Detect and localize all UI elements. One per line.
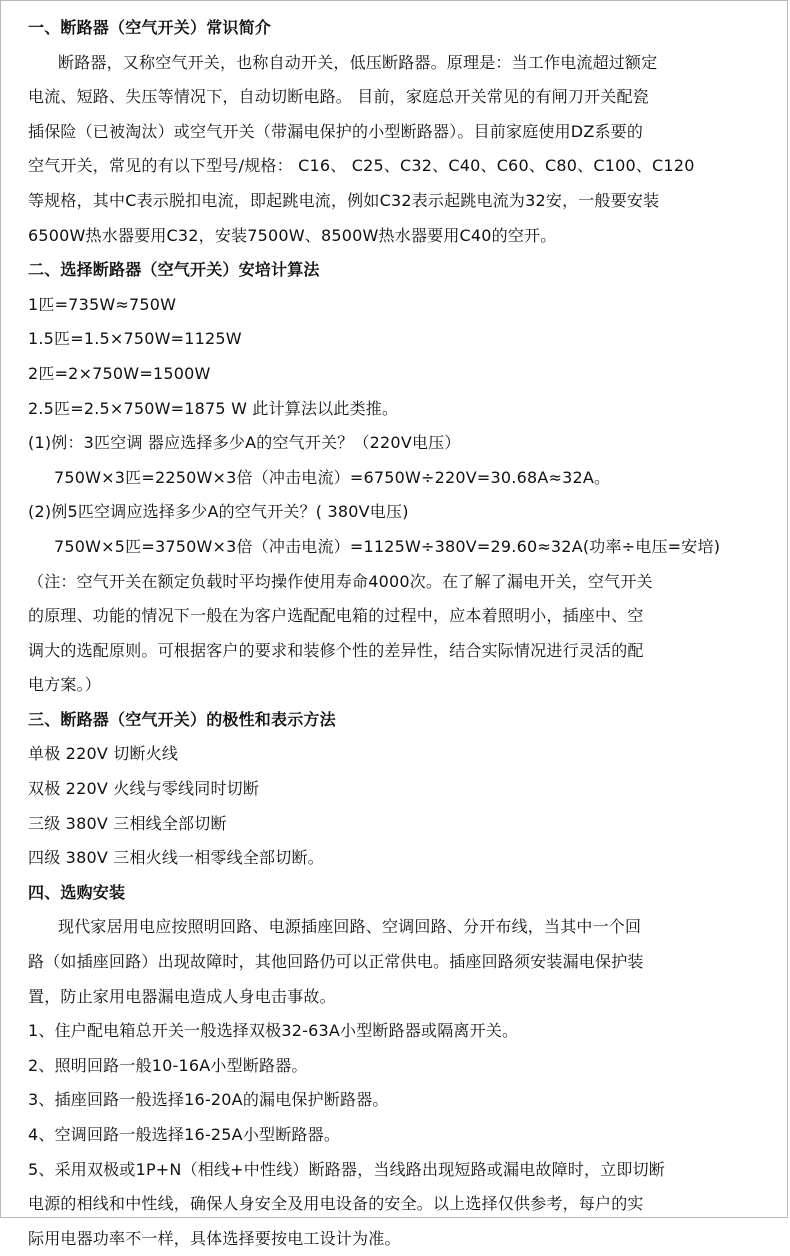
paragraph-line: 置，防止家用电器漏电造成人身电击事故。 <box>28 986 336 1006</box>
list-item: 5、采用双极或1P+N（相线+中性线）断路器，当线路出现短路或漏电故障时，立即切断 <box>28 1159 665 1179</box>
paragraph-line: 际用电器功率不一样，具体选择要按电工设计为准。 <box>28 1228 401 1248</box>
paragraph-line: 插保险（已被淘汰）或空气开关（带漏电保护的小型断路器）。目前家庭使用DZ系要的 <box>28 121 644 141</box>
list-item: 单极 220V 切断火线 <box>28 744 179 764</box>
note-line: （注：空气开关在额定负载时平均操作使用寿命4000次。在了解了漏电开关，空气开关 <box>28 571 653 591</box>
example-line: (2)例5匹空调应选择多少A的空气开关？( 380V电压) <box>28 502 409 522</box>
example-calculation: 750W×3匹=2250W×3倍（冲击电流）=6750W÷220V=30.68A≈32A。 <box>54 467 611 487</box>
section-heading: 三、断路器（空气开关）的极性和表示方法 <box>28 709 336 729</box>
paragraph-line: 现代家居用电应按照明回路、电源插座回路、空调回路、分开布线，当其中一个回 <box>58 917 642 937</box>
list-item: 双极 220V 火线与零线同时切断 <box>28 779 260 799</box>
list-item: 4、空调回路一般选择16-25A小型断路器。 <box>28 1125 341 1144</box>
paragraph-line: 路（如插座回路）出现故障时，其他回路仍可以正常供电。插座回路须安装漏电保护装 <box>28 952 644 972</box>
note-line: 的原理、功能的情况下一般在为客户选配配电箱的过程中，应本着照明小，插座中、空 <box>28 606 644 626</box>
paragraph-line: 等规格，其中C表示脱扣电流，即起跳电流，例如C32表示起跳电流为32安，一般要安装 <box>28 190 660 210</box>
note-line: 电方案。） <box>28 675 102 695</box>
formula-line: 1匹=735W≈750W <box>28 294 177 314</box>
paragraph-line: 空气开关，常见的有以下型号/规格： C16、 C25、C32、C40、C60、C80、C100、C120 <box>28 156 695 176</box>
list-item: 2、照明回路一般10-16A小型断路器。 <box>28 1055 308 1075</box>
paragraph-line: 6500W热水器要用C32，安装7500W、8500W热水器要用C40的空开。 <box>28 225 557 245</box>
list-item: 四级 380V 三相火线一相零线全部切断。 <box>28 848 324 868</box>
paragraph-line: 电源的相线和中性线，确保人身安全及用电设备的安全。以上选择仅供参考，每户的实 <box>28 1194 644 1214</box>
example-calculation: 750W×5匹=3750W×3倍（冲击电流）=1125W÷380V=29.60≈32A(功率÷电压=安培) <box>54 536 721 556</box>
list-item: 3、插座回路一般选择16-20A的漏电保护断路器。 <box>28 1090 389 1110</box>
section-heading: 四、选购安装 <box>28 882 126 902</box>
example-line: (1)例：3匹空调 器应选择多少A的空气开关？（220V电压） <box>28 433 461 453</box>
section-heading: 二、选择断路器（空气开关）安培计算法 <box>28 260 320 280</box>
paragraph-line: 断路器，又称空气开关，也称自动开关，低压断路器。原理是：当工作电流超过额定 <box>58 52 658 72</box>
section-heading: 一、断路器（空气开关）常识简介 <box>28 18 272 37</box>
formula-line: 1.5匹=1.5×750W=1125W <box>28 329 242 349</box>
list-item: 三级 380V 三相线全部切断 <box>28 813 227 833</box>
paragraph-line: 电流、短路、失压等情况下，自动切断电路。 目前，家庭总开关常见的有闸刀开关配瓷 <box>28 87 649 107</box>
formula-line: 2.5匹=2.5×750W=1875 W 此计算法以此类推。 <box>28 398 399 418</box>
list-item: 1、住户配电箱总开关一般选择双极32-63A小型断路器或隔离开关。 <box>28 1021 519 1041</box>
formula-line: 2匹=2×750W=1500W <box>28 363 211 383</box>
note-line: 调大的选配原则。可根据客户的要求和装修个性的差异性，结合实际情况进行灵活的配 <box>28 640 644 660</box>
